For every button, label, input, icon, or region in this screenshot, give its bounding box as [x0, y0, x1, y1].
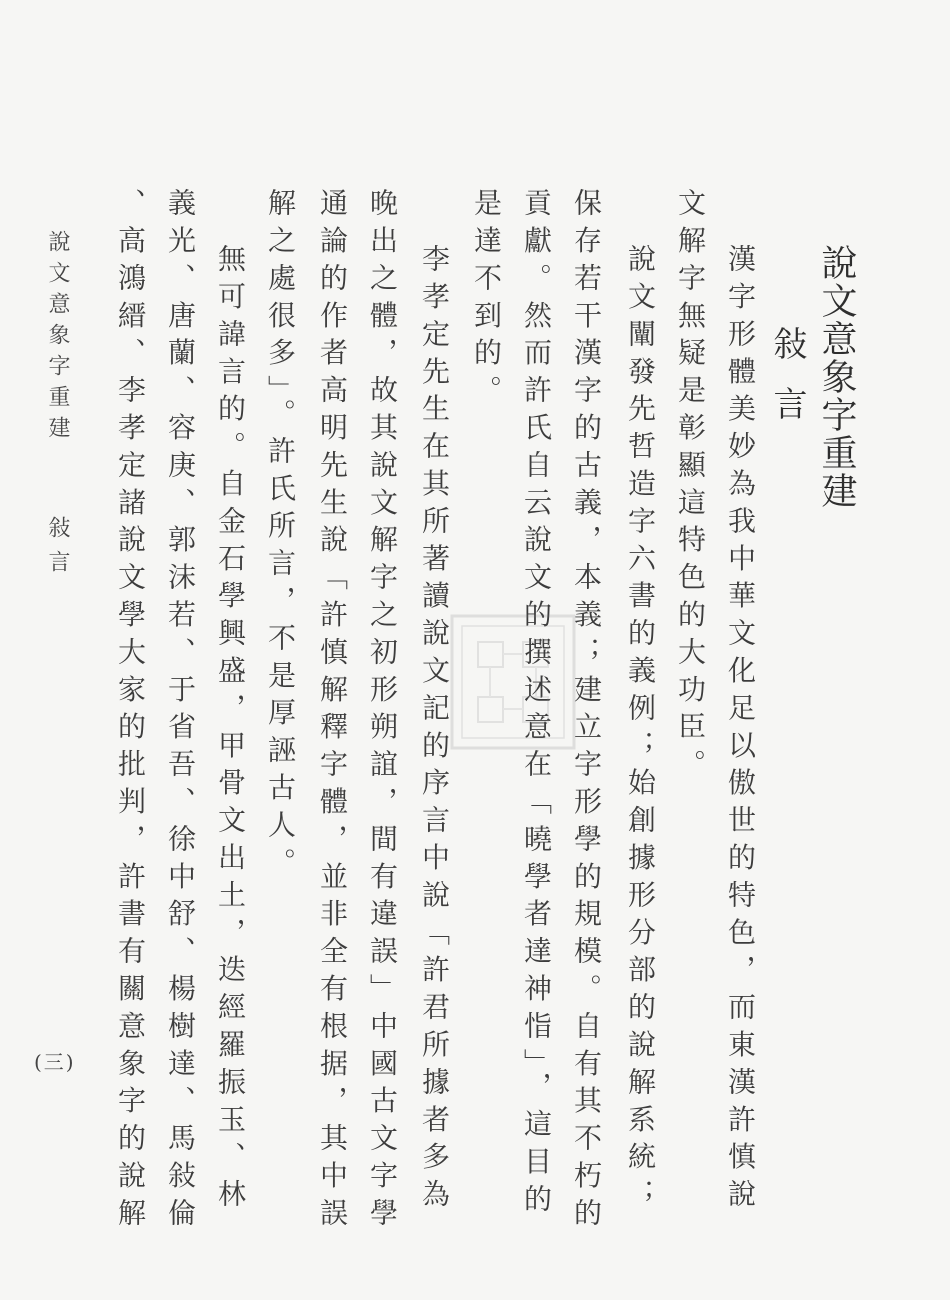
paragraph-line-10: 解之處很多」。許氏所言，不是厚誣古人。: [264, 188, 297, 885]
paragraph-line-9: 通論的作者高明先生說「許慎解釋字體，並非全有根据，其中誤: [316, 188, 349, 1236]
paragraph-line-8: 晚出之體，故其說文解字之初形朔誼，間有違誤」中國古文字學: [366, 188, 399, 1236]
paragraph-line-12: 義光、唐蘭、容庚、郭沫若、于省吾、徐中舒、楊樹達、馬敍倫: [164, 188, 197, 1236]
page-number: (三): [34, 1050, 76, 1074]
document-subtitle: 敍言: [767, 326, 807, 446]
paragraph-line-13: 、高鴻縉、李孝定諸說文學大家的批判，許書有關意象字的說解: [114, 188, 147, 1236]
running-head-section: 敍言: [45, 516, 70, 584]
paragraph-line-5: 貢獻。然而許氏自云說文的撰述意在「曉學者達神恉」，這目的: [520, 188, 553, 1222]
paragraph-line-4: 保存若干漢字的古義，本義；建立字形學的規模。自有其不朽的: [570, 188, 603, 1236]
paragraph-line-7: 李孝定先生在其所著讀說文記的序言中說「許君所據者多為: [418, 244, 451, 1217]
paragraph-line-3: 說文闡發先哲造字六書的義例；始創據形分部的說解系統；: [624, 244, 657, 1217]
faded-seal-stamp: [448, 612, 578, 752]
paragraph-line-1: 漢字形體美妙為我中華文化足以傲世的特色，而東漢許慎說: [724, 244, 757, 1217]
paragraph-line-6: 是達不到的。: [470, 188, 503, 413]
running-head-book-title: 說文意象字重建: [45, 230, 70, 447]
paragraph-line-11: 無可諱言的。自金石學興盛，甲骨文出土，迭經羅振玉、林: [214, 244, 247, 1217]
document-title: 說文意象字重建: [816, 244, 857, 510]
paragraph-line-2: 文解字無疑是彰顯這特色的大功臣。: [674, 188, 707, 787]
